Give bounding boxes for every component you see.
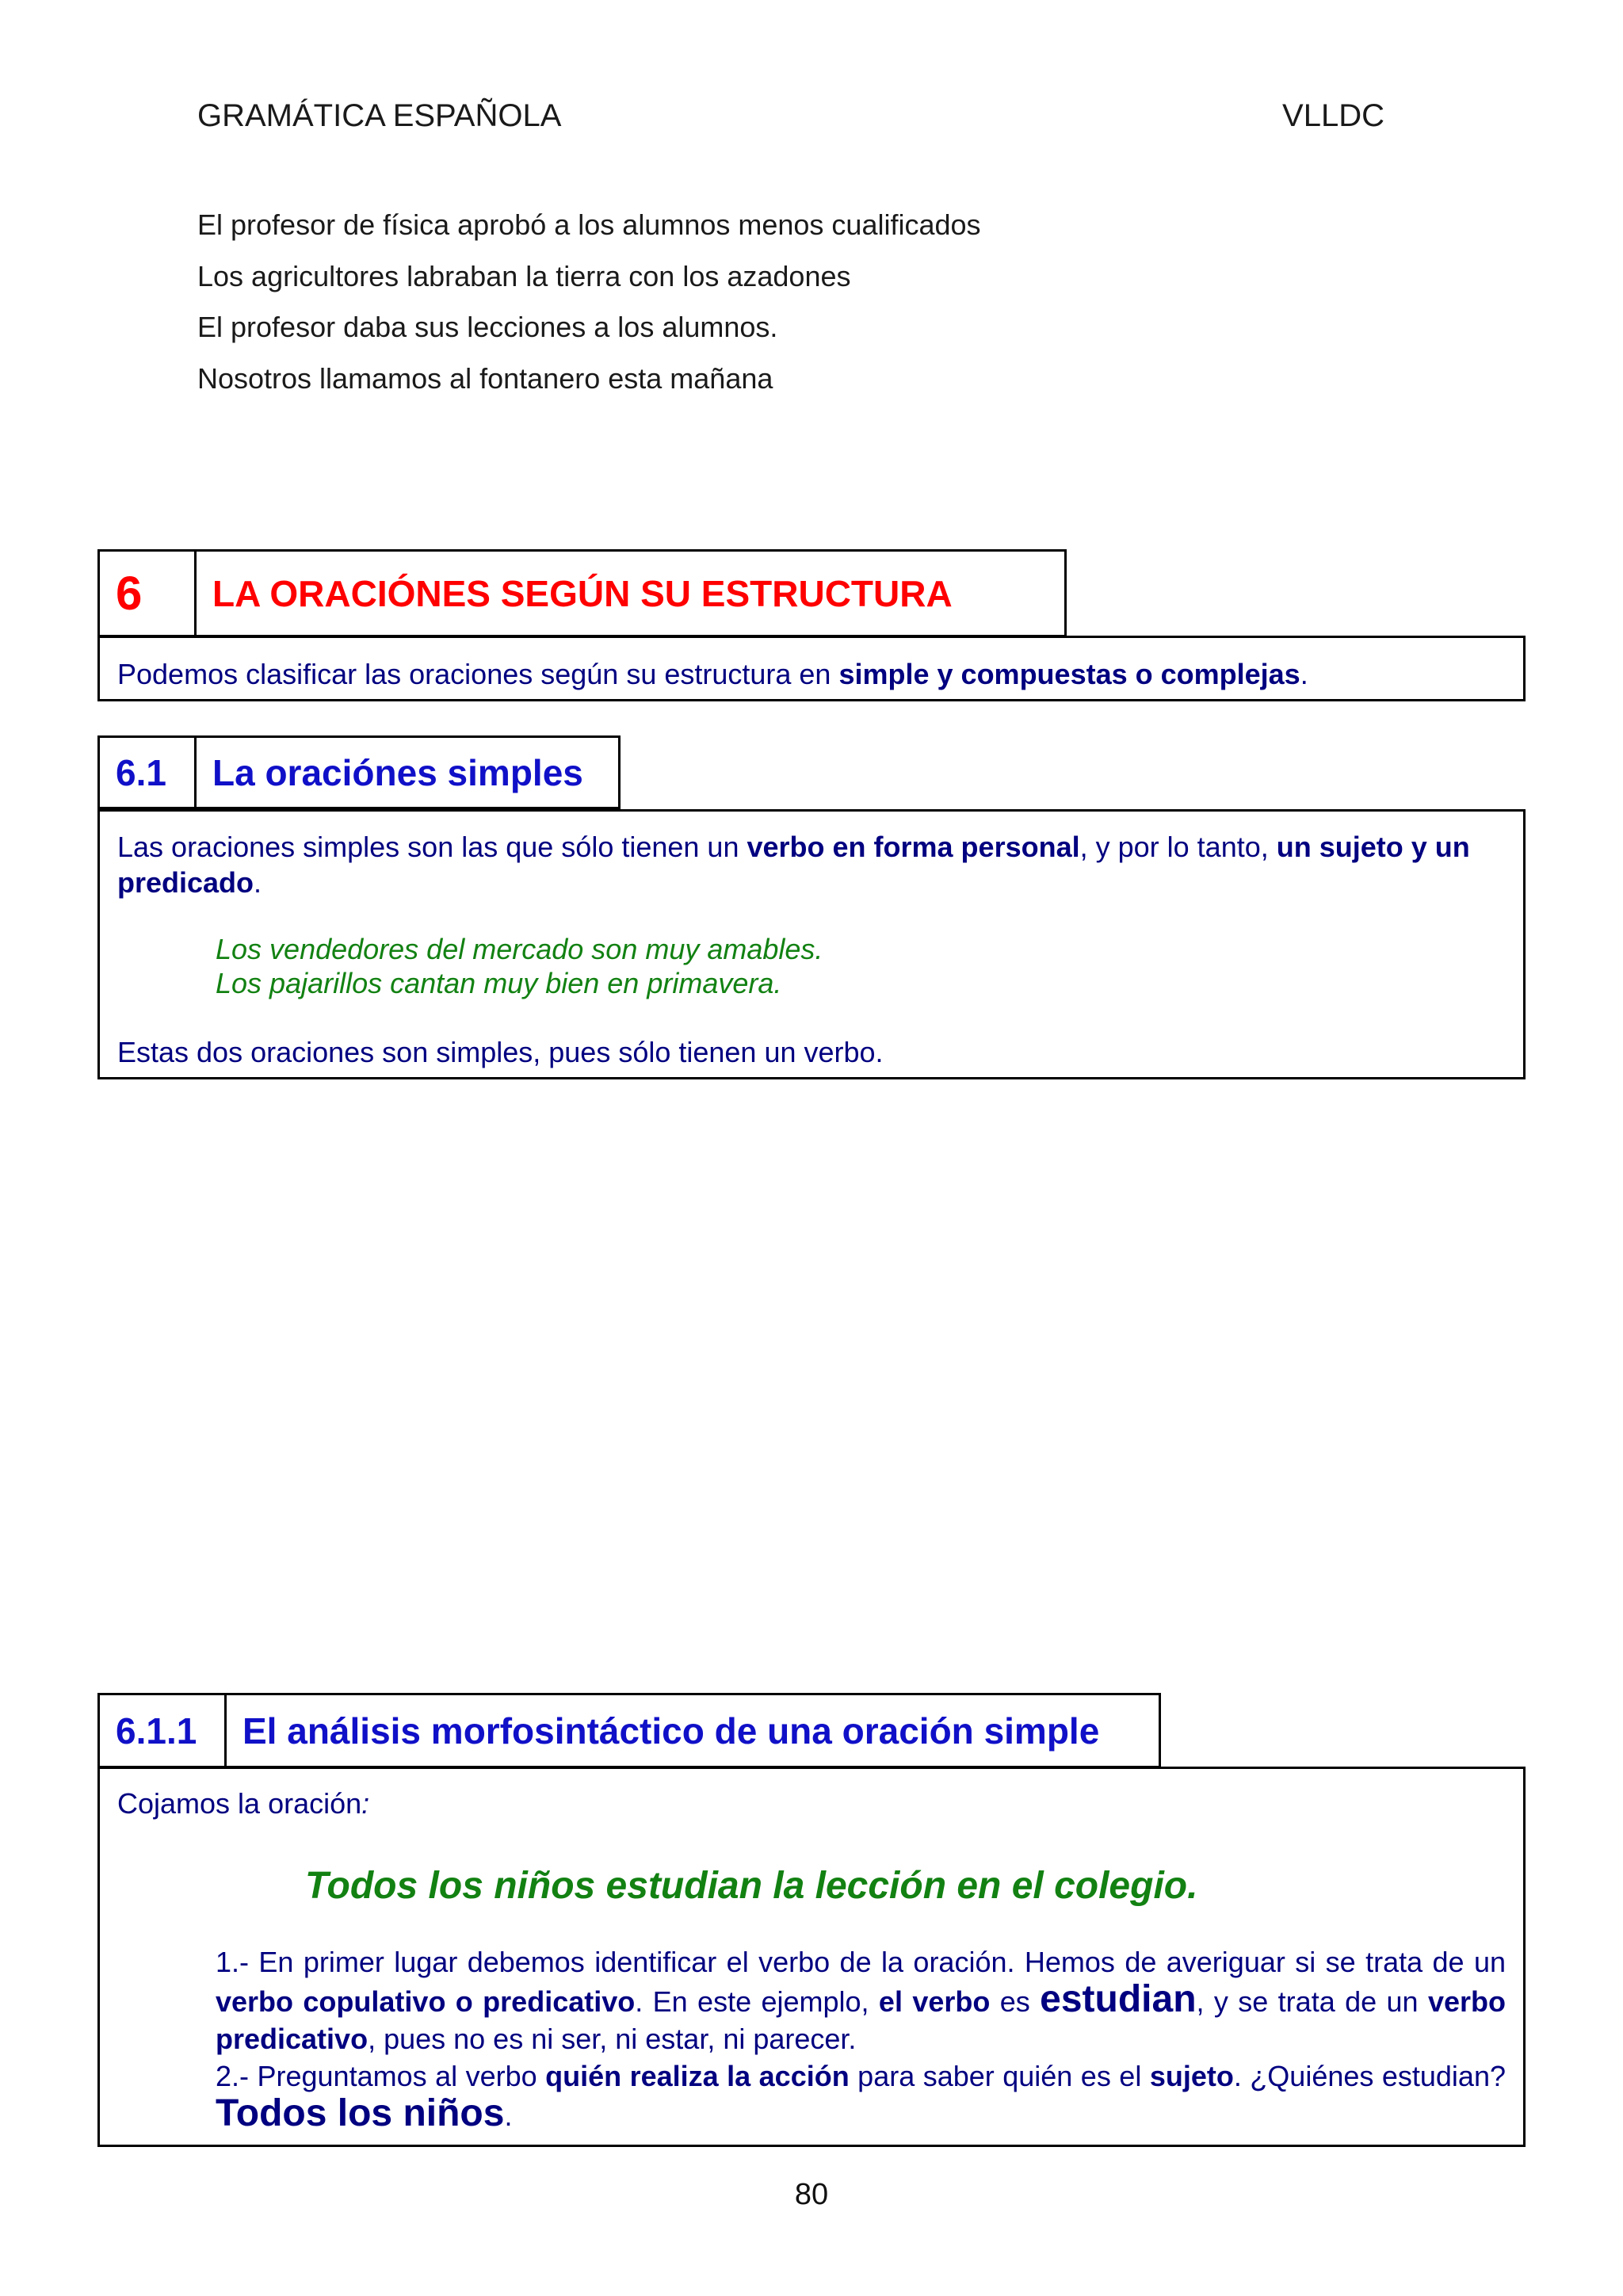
closing-paragraph: Estas dos oraciones son simples, pues sólo tienen un verbo. <box>117 1036 884 1068</box>
text: , y por lo tanto, <box>1079 831 1277 863</box>
text: es <box>990 1985 1041 2018</box>
text: , pues no es ni ser, ni estar, ni parecer. <box>368 2023 857 2055</box>
example-sentences <box>216 932 1506 1000</box>
text: . ¿Quiénes estudian? <box>1233 2060 1506 2092</box>
text: . <box>254 866 262 899</box>
intro-sentences <box>197 204 981 409</box>
definition-paragraph <box>117 829 1506 900</box>
text: 2.- Preguntamos al verbo <box>216 2060 546 2092</box>
body-text: . <box>1300 658 1308 690</box>
text-emphasis: Todos los niños <box>216 2092 505 2134</box>
text-bold: verbo predicativo <box>216 1985 1506 2055</box>
intro-sentence: Nosotros llamamos al fontanero esta mañana <box>197 361 773 395</box>
section-title: La oraciónes simples <box>212 751 583 793</box>
text: . En este ejemplo, <box>635 1985 879 2018</box>
section-6-1-1-body <box>97 1767 1526 2147</box>
section-6-1-1-header <box>97 1693 1161 1768</box>
intro-paragraph <box>117 1786 1506 1821</box>
section-6-body <box>97 636 1526 701</box>
body-text: Podemos clasificar las oraciones según su estructura en <box>117 658 839 690</box>
text: 1.- En primer lugar debemos identificar el verbo de la oración. Hemos de averiguar si se trata de un <box>216 1946 1506 1978</box>
header-title: GRAMÁTICA ESPAÑOLA <box>197 98 562 133</box>
section-number: 6.1.1 <box>100 1695 227 1766</box>
page-number: 80 <box>794 2178 829 2211</box>
page-header <box>197 98 1384 138</box>
text: . <box>504 2099 513 2132</box>
section-6-header <box>97 549 1067 637</box>
intro-sentence: Los agricultores labraban la tierra con los azadones <box>197 259 851 292</box>
analysis-steps <box>216 1943 1506 2134</box>
section-6-1-header <box>97 735 621 809</box>
text: para saber quién es el <box>849 2060 1150 2092</box>
step-1 <box>216 1943 1506 2057</box>
text-bold: el verbo <box>878 1985 991 2018</box>
section-number: 6 <box>100 552 197 635</box>
text: , y se trata de un <box>1196 1985 1428 2018</box>
text: Las oraciones simples son las que sólo tienen un <box>117 831 747 863</box>
text-bold: verbo copulativo o predicativo <box>216 1985 636 2018</box>
section-title: El análisis morfosintáctico de una oración simple <box>242 1710 1100 1752</box>
text: Cojamos la oración <box>117 1787 362 1820</box>
section-title: LA ORACIÓNES SEGÚN SU ESTRUCTURA <box>212 572 953 614</box>
text-bold: quién realiza la acción <box>545 2060 850 2092</box>
text-bold: verbo en forma personal <box>747 831 1080 863</box>
step-2 <box>216 2057 1506 2134</box>
example-sentence: Todos los niños estudian la lección en el colegio. <box>305 1865 1198 1907</box>
section-number: 6.1 <box>100 738 197 807</box>
text-bold: un sujeto y un predicado <box>117 831 1470 899</box>
text-emphasis: estudian <box>1040 1978 1197 2020</box>
text: : <box>361 1787 370 1820</box>
body-text-bold: simple y compuestas o complejas <box>838 658 1300 690</box>
example-sentence: Los pajarillos cantan muy bien en primavera. <box>216 967 782 999</box>
section-6-1-body <box>97 809 1526 1079</box>
intro-sentence: El profesor de física aprobó a los alumnos menos cualificados <box>197 208 981 241</box>
intro-sentence: El profesor daba sus lecciones a los alumnos. <box>197 311 778 343</box>
header-code: VLLDC <box>1282 98 1384 133</box>
text-bold: sujeto <box>1149 2060 1234 2092</box>
example-sentence: Los vendedores del mercado son muy amables. <box>216 933 823 965</box>
